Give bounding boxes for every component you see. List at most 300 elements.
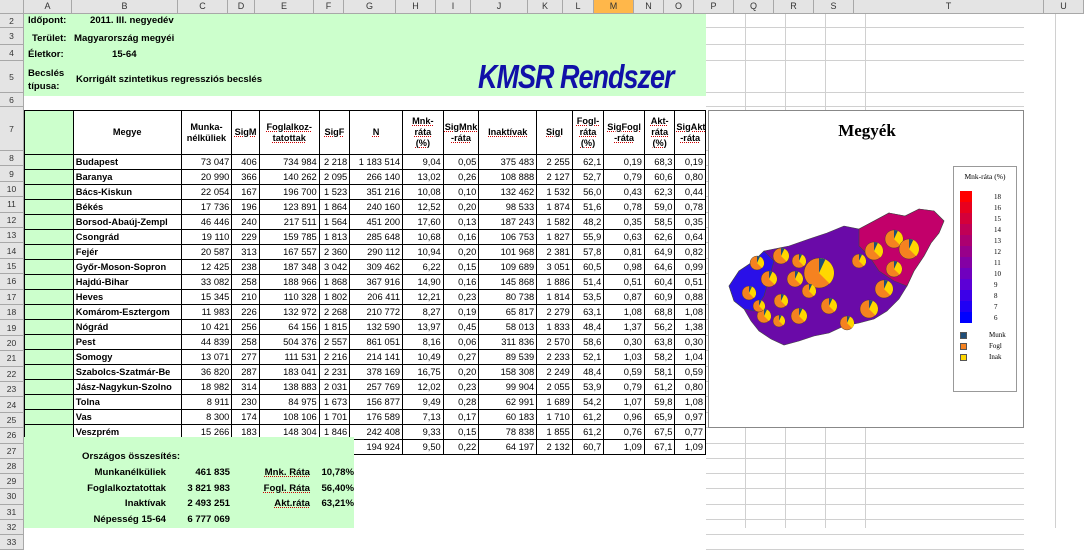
- data-cell[interactable]: 2 095: [319, 170, 349, 185]
- column-header-s[interactable]: S: [814, 0, 854, 14]
- data-cell[interactable]: 60,6: [644, 170, 674, 185]
- data-cell[interactable]: 0,43: [604, 185, 645, 200]
- data-cell[interactable]: 65,9: [644, 410, 674, 425]
- data-cell[interactable]: 287: [232, 365, 259, 380]
- data-cell[interactable]: 0,45: [443, 320, 479, 335]
- row-header-4[interactable]: 4: [0, 45, 24, 61]
- data-cell[interactable]: 123 891: [259, 200, 319, 215]
- data-cell[interactable]: 0,51: [604, 275, 645, 290]
- data-cell[interactable]: 56,2: [644, 320, 674, 335]
- data-cell[interactable]: 46 446: [181, 215, 232, 230]
- data-cell[interactable]: 1 582: [537, 215, 573, 230]
- data-cell[interactable]: 0,06: [443, 335, 479, 350]
- data-cell[interactable]: 196 700: [259, 185, 319, 200]
- column-header-cell[interactable]: [181, 111, 232, 155]
- county-pie[interactable]: [773, 315, 785, 327]
- data-cell[interactable]: 98 533: [479, 200, 537, 215]
- data-cell[interactable]: 187 243: [479, 215, 537, 230]
- data-cell[interactable]: 6,22: [403, 260, 444, 275]
- row-header-27[interactable]: 27: [0, 444, 24, 459]
- data-cell[interactable]: 0,16: [443, 275, 479, 290]
- data-cell[interactable]: 148 304: [259, 425, 319, 440]
- data-cell[interactable]: 1 874: [537, 200, 573, 215]
- data-cell[interactable]: 64,6: [644, 260, 674, 275]
- data-cell[interactable]: 67,1: [644, 440, 674, 455]
- data-cell[interactable]: 0,99: [675, 260, 706, 275]
- row-header-18[interactable]: 18: [0, 305, 24, 320]
- column-header-a[interactable]: A: [24, 0, 72, 14]
- data-cell[interactable]: 73 047: [181, 155, 232, 170]
- data-cell[interactable]: 240: [232, 215, 259, 230]
- data-cell[interactable]: 861 051: [350, 335, 403, 350]
- county-name[interactable]: Vas: [73, 410, 181, 425]
- column-header-cell[interactable]: [232, 111, 259, 155]
- row-header-15[interactable]: 15: [0, 259, 24, 274]
- data-cell[interactable]: 290 112: [350, 245, 403, 260]
- data-cell[interactable]: 108 106: [259, 410, 319, 425]
- column-header-m[interactable]: M: [594, 0, 634, 14]
- data-cell[interactable]: 1,08: [675, 305, 706, 320]
- data-cell[interactable]: 1,08: [675, 395, 706, 410]
- data-cell[interactable]: 0,20: [443, 200, 479, 215]
- data-cell[interactable]: 2 218: [319, 155, 349, 170]
- row-header-25[interactable]: 25: [0, 413, 24, 428]
- blank-cell[interactable]: [25, 215, 74, 230]
- data-cell[interactable]: 58,5: [644, 215, 674, 230]
- data-cell[interactable]: 64,9: [644, 245, 674, 260]
- data-cell[interactable]: 8 300: [181, 410, 232, 425]
- data-cell[interactable]: 3 051: [537, 260, 573, 275]
- data-cell[interactable]: 1 886: [537, 275, 573, 290]
- data-cell[interactable]: 2 233: [537, 350, 573, 365]
- data-cell[interactable]: 0,13: [443, 215, 479, 230]
- blank-cell[interactable]: [25, 275, 74, 290]
- row-header-33[interactable]: 33: [0, 535, 24, 550]
- blank-cell[interactable]: [25, 305, 74, 320]
- data-cell[interactable]: 145 868: [479, 275, 537, 290]
- blank-cell[interactable]: [25, 200, 74, 215]
- county-pie[interactable]: [774, 294, 788, 308]
- data-cell[interactable]: 13,97: [403, 320, 444, 335]
- data-cell[interactable]: 2 132: [537, 440, 573, 455]
- data-cell[interactable]: 51,4: [572, 275, 604, 290]
- blank-cell[interactable]: [25, 410, 74, 425]
- data-cell[interactable]: 89 539: [479, 350, 537, 365]
- data-cell[interactable]: 99 904: [479, 380, 537, 395]
- county-name[interactable]: Csongrád: [73, 230, 181, 245]
- blank-cell[interactable]: [25, 395, 74, 410]
- county-pie[interactable]: [761, 271, 777, 287]
- data-cell[interactable]: 1 710: [537, 410, 573, 425]
- data-cell[interactable]: 210 772: [350, 305, 403, 320]
- blank-cell[interactable]: [25, 350, 74, 365]
- data-cell[interactable]: 1,38: [675, 320, 706, 335]
- data-cell[interactable]: 1,03: [604, 350, 645, 365]
- data-cell[interactable]: 1,09: [604, 440, 645, 455]
- blank-cell[interactable]: [25, 170, 74, 185]
- data-cell[interactable]: 0,15: [443, 425, 479, 440]
- column-header-l[interactable]: L: [563, 0, 594, 14]
- county-name[interactable]: Tolna: [73, 395, 181, 410]
- data-cell[interactable]: 8 911: [181, 395, 232, 410]
- data-cell[interactable]: 167: [232, 185, 259, 200]
- data-cell[interactable]: 140 262: [259, 170, 319, 185]
- data-cell[interactable]: 229: [232, 230, 259, 245]
- data-cell[interactable]: 0,19: [675, 155, 706, 170]
- data-cell[interactable]: 67,5: [644, 425, 674, 440]
- column-header-cell[interactable]: [319, 111, 349, 155]
- row-header-8[interactable]: 8: [0, 151, 24, 166]
- data-cell[interactable]: 0,63: [604, 230, 645, 245]
- data-cell[interactable]: 9,50: [403, 440, 444, 455]
- data-cell[interactable]: 187 348: [259, 260, 319, 275]
- data-cell[interactable]: 1,08: [604, 305, 645, 320]
- data-cell[interactable]: 10,68: [403, 230, 444, 245]
- data-cell[interactable]: 258: [232, 275, 259, 290]
- data-cell[interactable]: 2 360: [319, 245, 349, 260]
- data-cell[interactable]: 1 814: [537, 290, 573, 305]
- data-cell[interactable]: 1 833: [537, 320, 573, 335]
- column-header-h[interactable]: H: [396, 0, 436, 14]
- column-header-cell[interactable]: [644, 111, 674, 155]
- data-cell[interactable]: 194 924: [350, 440, 403, 455]
- column-header-cell[interactable]: [479, 111, 537, 155]
- data-cell[interactable]: 1 846: [319, 425, 349, 440]
- row-header-21[interactable]: 21: [0, 351, 24, 366]
- county-name[interactable]: Budapest: [73, 155, 181, 170]
- blank-cell[interactable]: [25, 335, 74, 350]
- county-pie[interactable]: [750, 256, 764, 270]
- data-cell[interactable]: 367 916: [350, 275, 403, 290]
- data-cell[interactable]: 257 769: [350, 380, 403, 395]
- data-cell[interactable]: 0,26: [443, 170, 479, 185]
- data-cell[interactable]: 61,2: [572, 425, 604, 440]
- column-header-cell[interactable]: [572, 111, 604, 155]
- data-cell[interactable]: 11 983: [181, 305, 232, 320]
- data-cell[interactable]: 313: [232, 245, 259, 260]
- data-cell[interactable]: 58,1: [644, 365, 674, 380]
- data-cell[interactable]: 0,10: [443, 185, 479, 200]
- data-cell[interactable]: 9,04: [403, 155, 444, 170]
- data-cell[interactable]: 54,2: [572, 395, 604, 410]
- data-cell[interactable]: 64 197: [479, 440, 537, 455]
- data-cell[interactable]: 63,8: [644, 335, 674, 350]
- data-cell[interactable]: 13 071: [181, 350, 232, 365]
- column-header-cell[interactable]: [350, 111, 403, 155]
- row-header-30[interactable]: 30: [0, 489, 24, 504]
- data-cell[interactable]: 258: [232, 335, 259, 350]
- data-cell[interactable]: 62,6: [644, 230, 674, 245]
- county-pie[interactable]: [860, 300, 878, 318]
- county-pie[interactable]: [753, 300, 765, 312]
- row-header-17[interactable]: 17: [0, 290, 24, 305]
- county-pie[interactable]: [787, 271, 803, 287]
- data-cell[interactable]: 0,87: [604, 290, 645, 305]
- data-cell[interactable]: 1 815: [319, 320, 349, 335]
- data-cell[interactable]: 36 820: [181, 365, 232, 380]
- data-cell[interactable]: 2 570: [537, 335, 573, 350]
- blank-cell[interactable]: [25, 155, 74, 170]
- data-cell[interactable]: 2 127: [537, 170, 573, 185]
- data-cell[interactable]: 214 141: [350, 350, 403, 365]
- data-cell[interactable]: 406: [232, 155, 259, 170]
- data-cell[interactable]: 0,17: [443, 410, 479, 425]
- data-cell[interactable]: 1 827: [537, 230, 573, 245]
- data-cell[interactable]: 59,0: [644, 200, 674, 215]
- data-cell[interactable]: 1 855: [537, 425, 573, 440]
- data-cell[interactable]: 314: [232, 380, 259, 395]
- data-cell[interactable]: 10,08: [403, 185, 444, 200]
- data-cell[interactable]: 188 966: [259, 275, 319, 290]
- data-cell[interactable]: 60,4: [644, 275, 674, 290]
- data-cell[interactable]: 0,30: [604, 335, 645, 350]
- data-cell[interactable]: 68,8: [644, 305, 674, 320]
- data-cell[interactable]: 1 701: [319, 410, 349, 425]
- column-header-b[interactable]: B: [72, 0, 178, 14]
- data-cell[interactable]: 1 868: [319, 275, 349, 290]
- data-cell[interactable]: 1 532: [537, 185, 573, 200]
- map-chart[interactable]: [708, 110, 1024, 428]
- county-name[interactable]: Békés: [73, 200, 181, 215]
- data-cell[interactable]: 0,51: [675, 275, 706, 290]
- county-name[interactable]: Komárom-Esztergom: [73, 305, 181, 320]
- data-cell[interactable]: 9,33: [403, 425, 444, 440]
- row-header-26[interactable]: 26: [0, 428, 24, 443]
- data-cell[interactable]: 132 462: [479, 185, 537, 200]
- data-cell[interactable]: 19 110: [181, 230, 232, 245]
- data-cell[interactable]: 285 648: [350, 230, 403, 245]
- data-cell[interactable]: 375 483: [479, 155, 537, 170]
- row-header-16[interactable]: 16: [0, 274, 24, 289]
- data-cell[interactable]: 196: [232, 200, 259, 215]
- data-cell[interactable]: 2 216: [319, 350, 349, 365]
- data-cell[interactable]: 1 673: [319, 395, 349, 410]
- data-cell[interactable]: 1 689: [537, 395, 573, 410]
- data-cell[interactable]: 2 055: [537, 380, 573, 395]
- data-cell[interactable]: 159 785: [259, 230, 319, 245]
- data-cell[interactable]: 0,96: [604, 410, 645, 425]
- column-header-g[interactable]: G: [344, 0, 396, 14]
- row-header-19[interactable]: 19: [0, 320, 24, 335]
- column-header-p[interactable]: P: [694, 0, 734, 14]
- row-header-2[interactable]: 2: [0, 14, 24, 28]
- data-cell[interactable]: 167 557: [259, 245, 319, 260]
- data-cell[interactable]: 0,97: [675, 410, 706, 425]
- data-cell[interactable]: 51,6: [572, 200, 604, 215]
- data-cell[interactable]: 111 531: [259, 350, 319, 365]
- county-name[interactable]: Szabolcs-Szatmár-Be: [73, 365, 181, 380]
- county-name[interactable]: Fejér: [73, 245, 181, 260]
- data-cell[interactable]: 0,64: [675, 230, 706, 245]
- data-cell[interactable]: 17 736: [181, 200, 232, 215]
- data-cell[interactable]: 132 972: [259, 305, 319, 320]
- county-pie[interactable]: [802, 284, 816, 298]
- county-pie[interactable]: [742, 286, 756, 300]
- data-cell[interactable]: 59,8: [644, 395, 674, 410]
- data-cell[interactable]: 0,77: [675, 425, 706, 440]
- data-cell[interactable]: 0,20: [443, 245, 479, 260]
- data-cell[interactable]: 210: [232, 290, 259, 305]
- data-cell[interactable]: 17,60: [403, 215, 444, 230]
- column-header-cell[interactable]: [537, 111, 573, 155]
- data-cell[interactable]: 55,9: [572, 230, 604, 245]
- data-cell[interactable]: 12,21: [403, 290, 444, 305]
- data-cell[interactable]: 238: [232, 260, 259, 275]
- data-cell[interactable]: 12,02: [403, 380, 444, 395]
- row-header-14[interactable]: 14: [0, 243, 24, 258]
- county-pie[interactable]: [852, 254, 866, 268]
- column-header-cell[interactable]: [403, 111, 444, 155]
- data-cell[interactable]: 63,1: [572, 305, 604, 320]
- column-header-cell[interactable]: [259, 111, 319, 155]
- blank-cell[interactable]: [25, 290, 74, 305]
- data-cell[interactable]: 0,16: [443, 230, 479, 245]
- row-header-12[interactable]: 12: [0, 213, 24, 228]
- data-cell[interactable]: 33 082: [181, 275, 232, 290]
- column-header-u[interactable]: U: [1044, 0, 1084, 14]
- data-cell[interactable]: 0,78: [675, 200, 706, 215]
- column-header-j[interactable]: J: [471, 0, 528, 14]
- data-cell[interactable]: 1,09: [675, 440, 706, 455]
- data-cell[interactable]: 0,78: [604, 200, 645, 215]
- data-cell[interactable]: 65 817: [479, 305, 537, 320]
- data-cell[interactable]: 1 564: [319, 215, 349, 230]
- data-cell[interactable]: 0,76: [604, 425, 645, 440]
- county-pie[interactable]: [821, 298, 837, 314]
- row-header-10[interactable]: 10: [0, 182, 24, 197]
- county-pie[interactable]: [773, 248, 789, 264]
- data-cell[interactable]: 217 511: [259, 215, 319, 230]
- data-cell[interactable]: 504 376: [259, 335, 319, 350]
- data-cell[interactable]: 58 013: [479, 320, 537, 335]
- data-cell[interactable]: 60,7: [572, 440, 604, 455]
- data-cell[interactable]: 0,88: [675, 290, 706, 305]
- data-cell[interactable]: 1,04: [675, 350, 706, 365]
- county-name[interactable]: Jász-Nagykun-Szolno: [73, 380, 181, 395]
- data-cell[interactable]: 56,0: [572, 185, 604, 200]
- data-cell[interactable]: 108 888: [479, 170, 537, 185]
- data-cell[interactable]: 0,81: [604, 245, 645, 260]
- data-cell[interactable]: 351 216: [350, 185, 403, 200]
- data-cell[interactable]: 0,44: [675, 185, 706, 200]
- data-cell[interactable]: 1 813: [319, 230, 349, 245]
- data-cell[interactable]: 7,13: [403, 410, 444, 425]
- data-cell[interactable]: 110 328: [259, 290, 319, 305]
- row-header-13[interactable]: 13: [0, 228, 24, 243]
- blank-cell[interactable]: [25, 380, 74, 395]
- data-cell[interactable]: 0,27: [443, 350, 479, 365]
- county-pie[interactable]: [875, 280, 893, 298]
- data-cell[interactable]: 0,35: [604, 215, 645, 230]
- data-cell[interactable]: 106 753: [479, 230, 537, 245]
- row-header-9[interactable]: 9: [0, 166, 24, 181]
- data-cell[interactable]: 0,15: [443, 260, 479, 275]
- county-name[interactable]: Győr-Moson-Sopron: [73, 260, 181, 275]
- column-header-d[interactable]: D: [228, 0, 255, 14]
- county-name[interactable]: Borsod-Abaúj-Zempl: [73, 215, 181, 230]
- data-cell[interactable]: 206 411: [350, 290, 403, 305]
- data-cell[interactable]: 0,80: [675, 170, 706, 185]
- data-cell[interactable]: 0,30: [675, 335, 706, 350]
- row-header-28[interactable]: 28: [0, 459, 24, 474]
- data-cell[interactable]: 53,9: [572, 380, 604, 395]
- data-cell[interactable]: 2 231: [319, 365, 349, 380]
- data-cell[interactable]: 0,82: [675, 245, 706, 260]
- data-cell[interactable]: 9,49: [403, 395, 444, 410]
- data-cell[interactable]: 2 557: [319, 335, 349, 350]
- data-cell[interactable]: 80 738: [479, 290, 537, 305]
- data-cell[interactable]: 1 864: [319, 200, 349, 215]
- data-cell[interactable]: 62,1: [572, 155, 604, 170]
- data-cell[interactable]: 12,52: [403, 200, 444, 215]
- county-name[interactable]: Veszprém: [73, 425, 181, 440]
- row-header-20[interactable]: 20: [0, 336, 24, 351]
- column-header-cell[interactable]: [73, 111, 181, 155]
- data-cell[interactable]: 68,3: [644, 155, 674, 170]
- data-cell[interactable]: 10,94: [403, 245, 444, 260]
- blank-cell[interactable]: [25, 260, 74, 275]
- data-cell[interactable]: 0,59: [604, 365, 645, 380]
- data-cell[interactable]: 62 991: [479, 395, 537, 410]
- data-cell[interactable]: 1,37: [604, 320, 645, 335]
- data-cell[interactable]: 3 042: [319, 260, 349, 275]
- data-cell[interactable]: 53,5: [572, 290, 604, 305]
- data-cell[interactable]: 0,23: [443, 380, 479, 395]
- row-header-7[interactable]: 7: [0, 107, 24, 151]
- data-cell[interactable]: 176 589: [350, 410, 403, 425]
- data-cell[interactable]: 61,2: [572, 410, 604, 425]
- data-cell[interactable]: 1,07: [604, 395, 645, 410]
- data-cell[interactable]: 62,3: [644, 185, 674, 200]
- data-cell[interactable]: 0,19: [443, 305, 479, 320]
- data-cell[interactable]: 12 425: [181, 260, 232, 275]
- row-header-11[interactable]: 11: [0, 197, 24, 212]
- blank-cell[interactable]: [25, 185, 74, 200]
- data-cell[interactable]: 138 883: [259, 380, 319, 395]
- data-cell[interactable]: 451 200: [350, 215, 403, 230]
- column-header-e[interactable]: E: [255, 0, 314, 14]
- data-cell[interactable]: 2 255: [537, 155, 573, 170]
- data-cell[interactable]: 0,23: [443, 290, 479, 305]
- data-cell[interactable]: 13,02: [403, 170, 444, 185]
- county-name[interactable]: Baranya: [73, 170, 181, 185]
- data-cell[interactable]: 1 523: [319, 185, 349, 200]
- data-cell[interactable]: 230: [232, 395, 259, 410]
- row-header-6[interactable]: 6: [0, 93, 24, 107]
- row-header-32[interactable]: 32: [0, 520, 24, 535]
- row-header-3[interactable]: 3: [0, 28, 24, 45]
- data-cell[interactable]: 1 183 514: [350, 155, 403, 170]
- county-name[interactable]: Nógrád: [73, 320, 181, 335]
- data-cell[interactable]: 1 802: [319, 290, 349, 305]
- data-cell[interactable]: 2 279: [537, 305, 573, 320]
- data-cell[interactable]: 309 462: [350, 260, 403, 275]
- column-header-t[interactable]: T: [854, 0, 1044, 14]
- data-cell[interactable]: 10,49: [403, 350, 444, 365]
- data-cell[interactable]: 311 836: [479, 335, 537, 350]
- row-header-31[interactable]: 31: [0, 505, 24, 520]
- blank-cell[interactable]: [25, 320, 74, 335]
- data-cell[interactable]: 18 982: [181, 380, 232, 395]
- data-cell[interactable]: 183: [232, 425, 259, 440]
- data-cell[interactable]: 84 975: [259, 395, 319, 410]
- data-cell[interactable]: 366: [232, 170, 259, 185]
- data-cell[interactable]: 0,28: [443, 395, 479, 410]
- data-cell[interactable]: 0,80: [675, 380, 706, 395]
- data-cell[interactable]: 0,98: [604, 260, 645, 275]
- data-cell[interactable]: 14,90: [403, 275, 444, 290]
- column-header-f[interactable]: F: [314, 0, 344, 14]
